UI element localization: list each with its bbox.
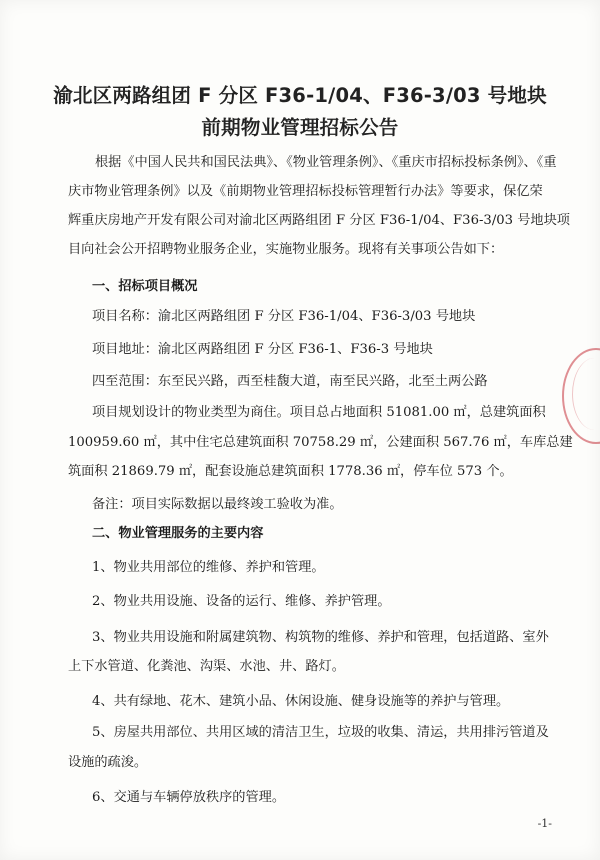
note-line: 备注：项目实际数据以最终竣工验收为准。 <box>92 497 343 512</box>
page-number: -1- <box>537 817 552 830</box>
section-heading-overview: 一、招标项目概况 <box>92 279 198 294</box>
project-address-line: 项目地址：渝北区两路组团 F 分区 F36-1、F36-3 号地块 <box>92 342 433 357</box>
red-seal-stamp <box>562 348 600 444</box>
intro-line-3: 辉重庆房地产开发有限公司对渝北区两路组团 F 分区 F36-1/04、F36-3/03 号地块项 <box>68 213 570 228</box>
document-title-line-2: 前期物业管理招标公告 <box>201 116 399 139</box>
intro-line-4: 目向社会公开招聘物业服务企业，实施物业服务。现将有关事项公告如下： <box>68 242 504 257</box>
service-item-3-line-1: 3、物业共用设施和附属建筑物、构筑物的维修、养护和管理，包括道路、室外 <box>92 630 549 645</box>
boundaries-line: 四至范围：东至民兴路，西至桂馥大道，南至民兴路，北至土两公路 <box>92 374 488 389</box>
planning-line-2: 100959.60 ㎡，其中住宅总建筑面积 70758.29 ㎡，公建面积 567.76 ㎡，车库总建 <box>68 435 573 450</box>
intro-line-2: 庆市物业管理条例》以及《前期物业管理招标投标管理暂行办法》等要求，保亿荣 <box>68 184 543 199</box>
project-name-line: 项目名称：渝北区两路组团 F 分区 F36-1/04、F36-3/03 号地块 <box>92 309 476 324</box>
service-item-2: 2、物业共用设施、设备的运行、维修、养护管理。 <box>92 594 391 609</box>
planning-line-3: 筑面积 21869.79 ㎡，配套设施总建筑面积 1778.36 ㎡，停车位 573 个。 <box>68 464 513 479</box>
service-item-6: 6、交通与车辆停放秩序的管理。 <box>92 790 286 805</box>
planning-line-1: 项目规划设计的物业类型为商住。项目总占地面积 51081.00 ㎡，总建筑面积 <box>92 405 546 420</box>
service-item-1: 1、物业共用部位的维修、养护和管理。 <box>92 560 325 575</box>
service-item-5-line-2: 设施的疏浚。 <box>68 755 148 770</box>
document-title-line-1: 渝北区两路组团 F 分区 F36-1/04、F36-3/03 号地块 <box>53 84 547 107</box>
section-heading-services: 二、物业管理服务的主要内容 <box>92 526 264 541</box>
intro-line-1: 根据《中国人民共和国民法典》、《物业管理条例》、《重庆市招标投标条例》、《重 <box>95 155 557 170</box>
service-item-3-line-2: 上下水管道、化粪池、沟渠、水池、井、路灯。 <box>68 659 345 674</box>
service-item-5-line-1: 5、房屋共用部位、共用区域的清洁卫生，垃圾的收集、清运，共用排污管道及 <box>92 725 549 740</box>
service-item-4: 4、共有绿地、花木、建筑小品、休闲设施、健身设施等的养护与管理。 <box>92 694 510 709</box>
